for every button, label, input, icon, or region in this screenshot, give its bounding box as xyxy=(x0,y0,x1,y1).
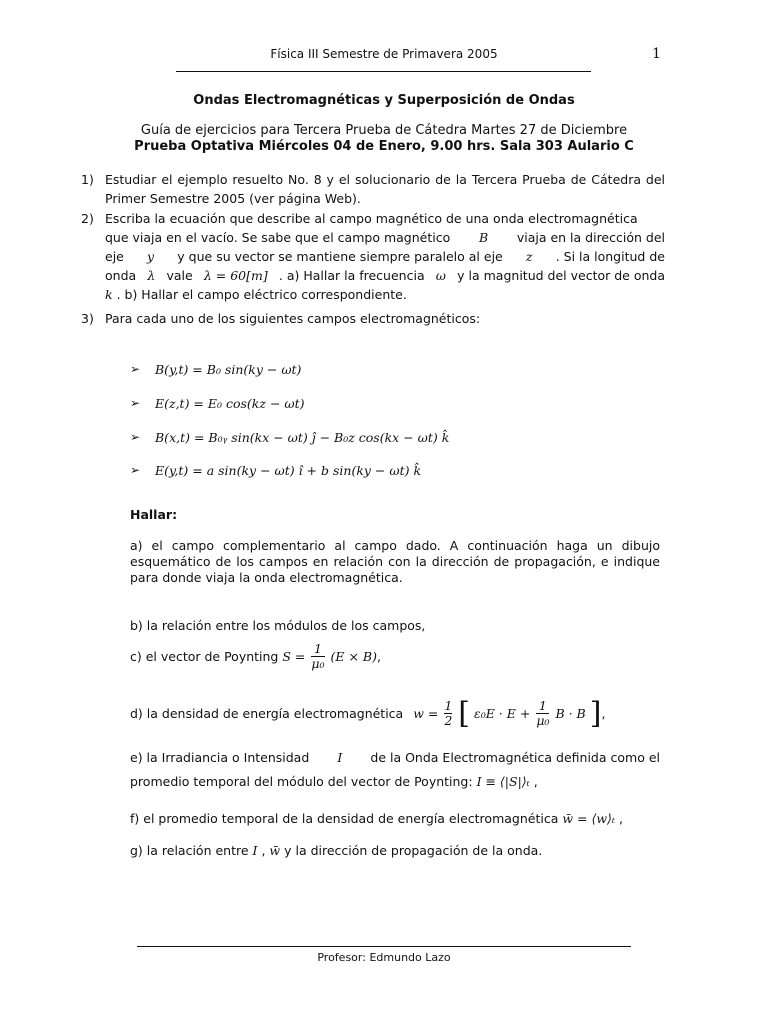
poynting-fraction: $\frac{1}{\text{μ₀}}$ xyxy=(311,641,325,671)
bullet-icon: ➢ xyxy=(130,463,141,477)
exercise-1-text: Estudiar el ejemplo resuelto No. 8 y el solucionario de la Tercera Prueba de Cátedra del Primer Semestre 2005 (ver página Web). xyxy=(105,172,665,206)
equation-2: E(z,t) = E₀ cos(kz − ωt) xyxy=(155,396,305,411)
part-a: a) el campo complementario al campo dado. A continuación haga un dibujo esquemático de los campos en relación con la dirección de propagación, e indique para donde viaja la onda electromagnética. xyxy=(130,538,660,585)
exercise-1: 1) Estudiar el ejemplo resuelto No. 8 y el solucionario de la Tercera Prueba de Cátedra del Primer Semestre 2005 (ver página Web). xyxy=(81,172,665,206)
document-title: Ondas Electromagnéticas y Superposición de Ondas xyxy=(193,93,575,108)
page-number: 1 xyxy=(652,46,661,62)
guide-info xyxy=(0,123,768,155)
part-e-line-2: promedio temporal del módulo del vector de Poynting: I ≡ ⟨|S|⟩ₜ , xyxy=(130,774,538,789)
part-d: d) la densidad de energía electromagnética w = $\frac{1}{2}$ [ ε₀E · E + $\frac{1}{\text{μ₀}}$ B · B ], xyxy=(130,696,606,731)
header-rule xyxy=(176,71,591,72)
guide-line-1: Guía de ejercicios para Tercera Prueba de Cátedra Martes 27 de Diciembre xyxy=(140,123,628,138)
bullet-icon: ➢ xyxy=(130,396,141,410)
bullet-icon: ➢ xyxy=(130,362,141,376)
equation-4: E(y,t) = a sin(ky − ωt) î + b sin(ky − ωt) k̂ xyxy=(155,463,422,478)
part-b: b) la relación entre los módulos de los campos, xyxy=(130,618,426,633)
equation-3: B(x,t) = B₀ᵧ sin(kx − ωt) ĵ − B₀z cos(kx − ωt) k̂ xyxy=(155,430,450,445)
part-c: c) el vector de Poynting S = $\frac{1}{\text{μ₀}}$ (E × B), xyxy=(130,641,381,671)
header-title: Física III Semestre de Primavera 2005 xyxy=(270,47,498,61)
hallar-heading: Hallar: xyxy=(130,507,178,522)
part-g: g) la relación entre I , w̄ y la dirección de propagación de la onda. xyxy=(130,843,543,858)
equation-1: B(y,t) = B₀ sin(ky − ωt) xyxy=(155,362,302,377)
footer-author: Profesor: Edmundo Lazo xyxy=(317,951,451,964)
bullet-icon: ➢ xyxy=(130,430,141,444)
footer-rule xyxy=(137,946,631,947)
guide-line-2: Prueba Optativa Miércoles 04 de Enero, 9.00 hrs. Sala 303 Aulario C xyxy=(134,139,634,154)
exercise-3-text: Para cada uno de los siguientes campos electromagnéticos: xyxy=(105,311,481,326)
exercise-3: 3) Para cada uno de los siguientes campos electromagnéticos: xyxy=(81,311,481,326)
part-e-line-1: e) la Irradiancia o Intensidad I de la Onda Electromagnética definida como el xyxy=(130,750,660,765)
exercise-2: 2) Escriba la ecuación que describe al campo magnético de una onda electromagnética que viaja en el vacío. Se sabe que el campo magnético B viaja en la dirección del eje y y que su vector se mantiene siempre paralelo al eje z . Si la longitud de onda λ vale λ = 60[m] . a) Hallar la frecuencia ω y la magnitud del vector de onda k . b) Hallar el campo eléctrico correspondiente. xyxy=(81,211,665,302)
part-f: f) el promedio temporal de la densidad de energía electromagnética w̄ = ⟨w⟩ₜ , xyxy=(130,811,623,826)
